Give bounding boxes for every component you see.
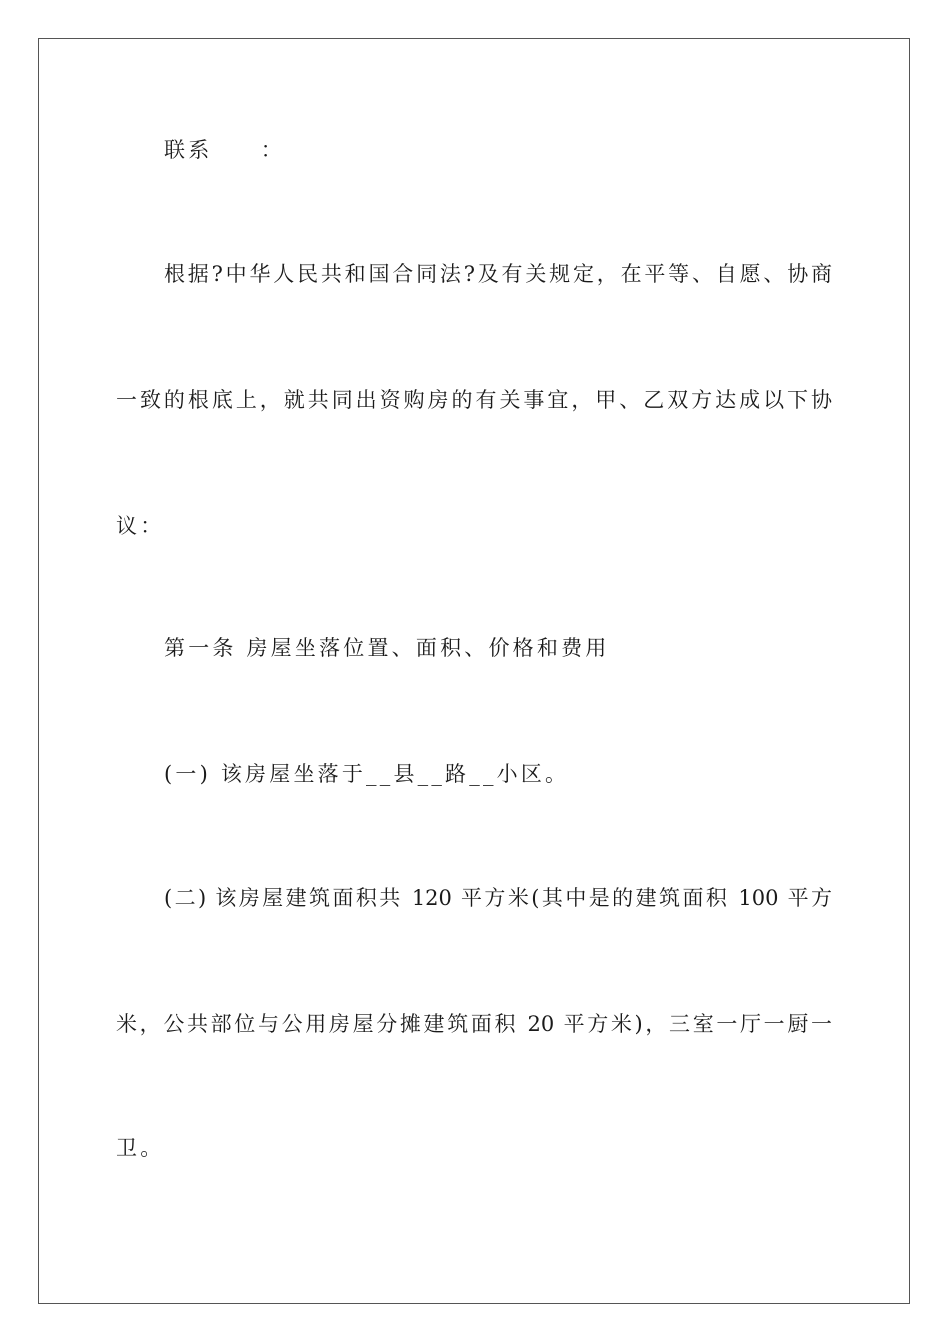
clause-line: 卫。 — [116, 1136, 165, 1160]
paragraph-line: 一致的根底上，就共同出资购房的有关事宜，甲、乙双方达成以下协 — [116, 388, 832, 412]
page-border — [38, 38, 910, 1304]
contact-line: 联系 ： — [164, 138, 285, 162]
paragraph-line: 根据?中华人民共和国合同法?及有关规定，在平等、自愿、协商 — [164, 262, 832, 286]
clause-line: (二) 该房屋建筑面积共 120 平方米(其中是的建筑面积 100 平方 — [164, 886, 832, 910]
paragraph-line: 议： — [116, 514, 165, 538]
clause-line: 米，公共部位与公用房屋分摊建筑面积 20 平方米)，三室一厅一厨一 — [116, 1012, 832, 1036]
clause-line: (一) 该房屋坐落于__县__路__小区。 — [164, 762, 570, 786]
article-heading: 第一条 房屋坐落位置、面积、价格和费用 — [164, 636, 610, 660]
